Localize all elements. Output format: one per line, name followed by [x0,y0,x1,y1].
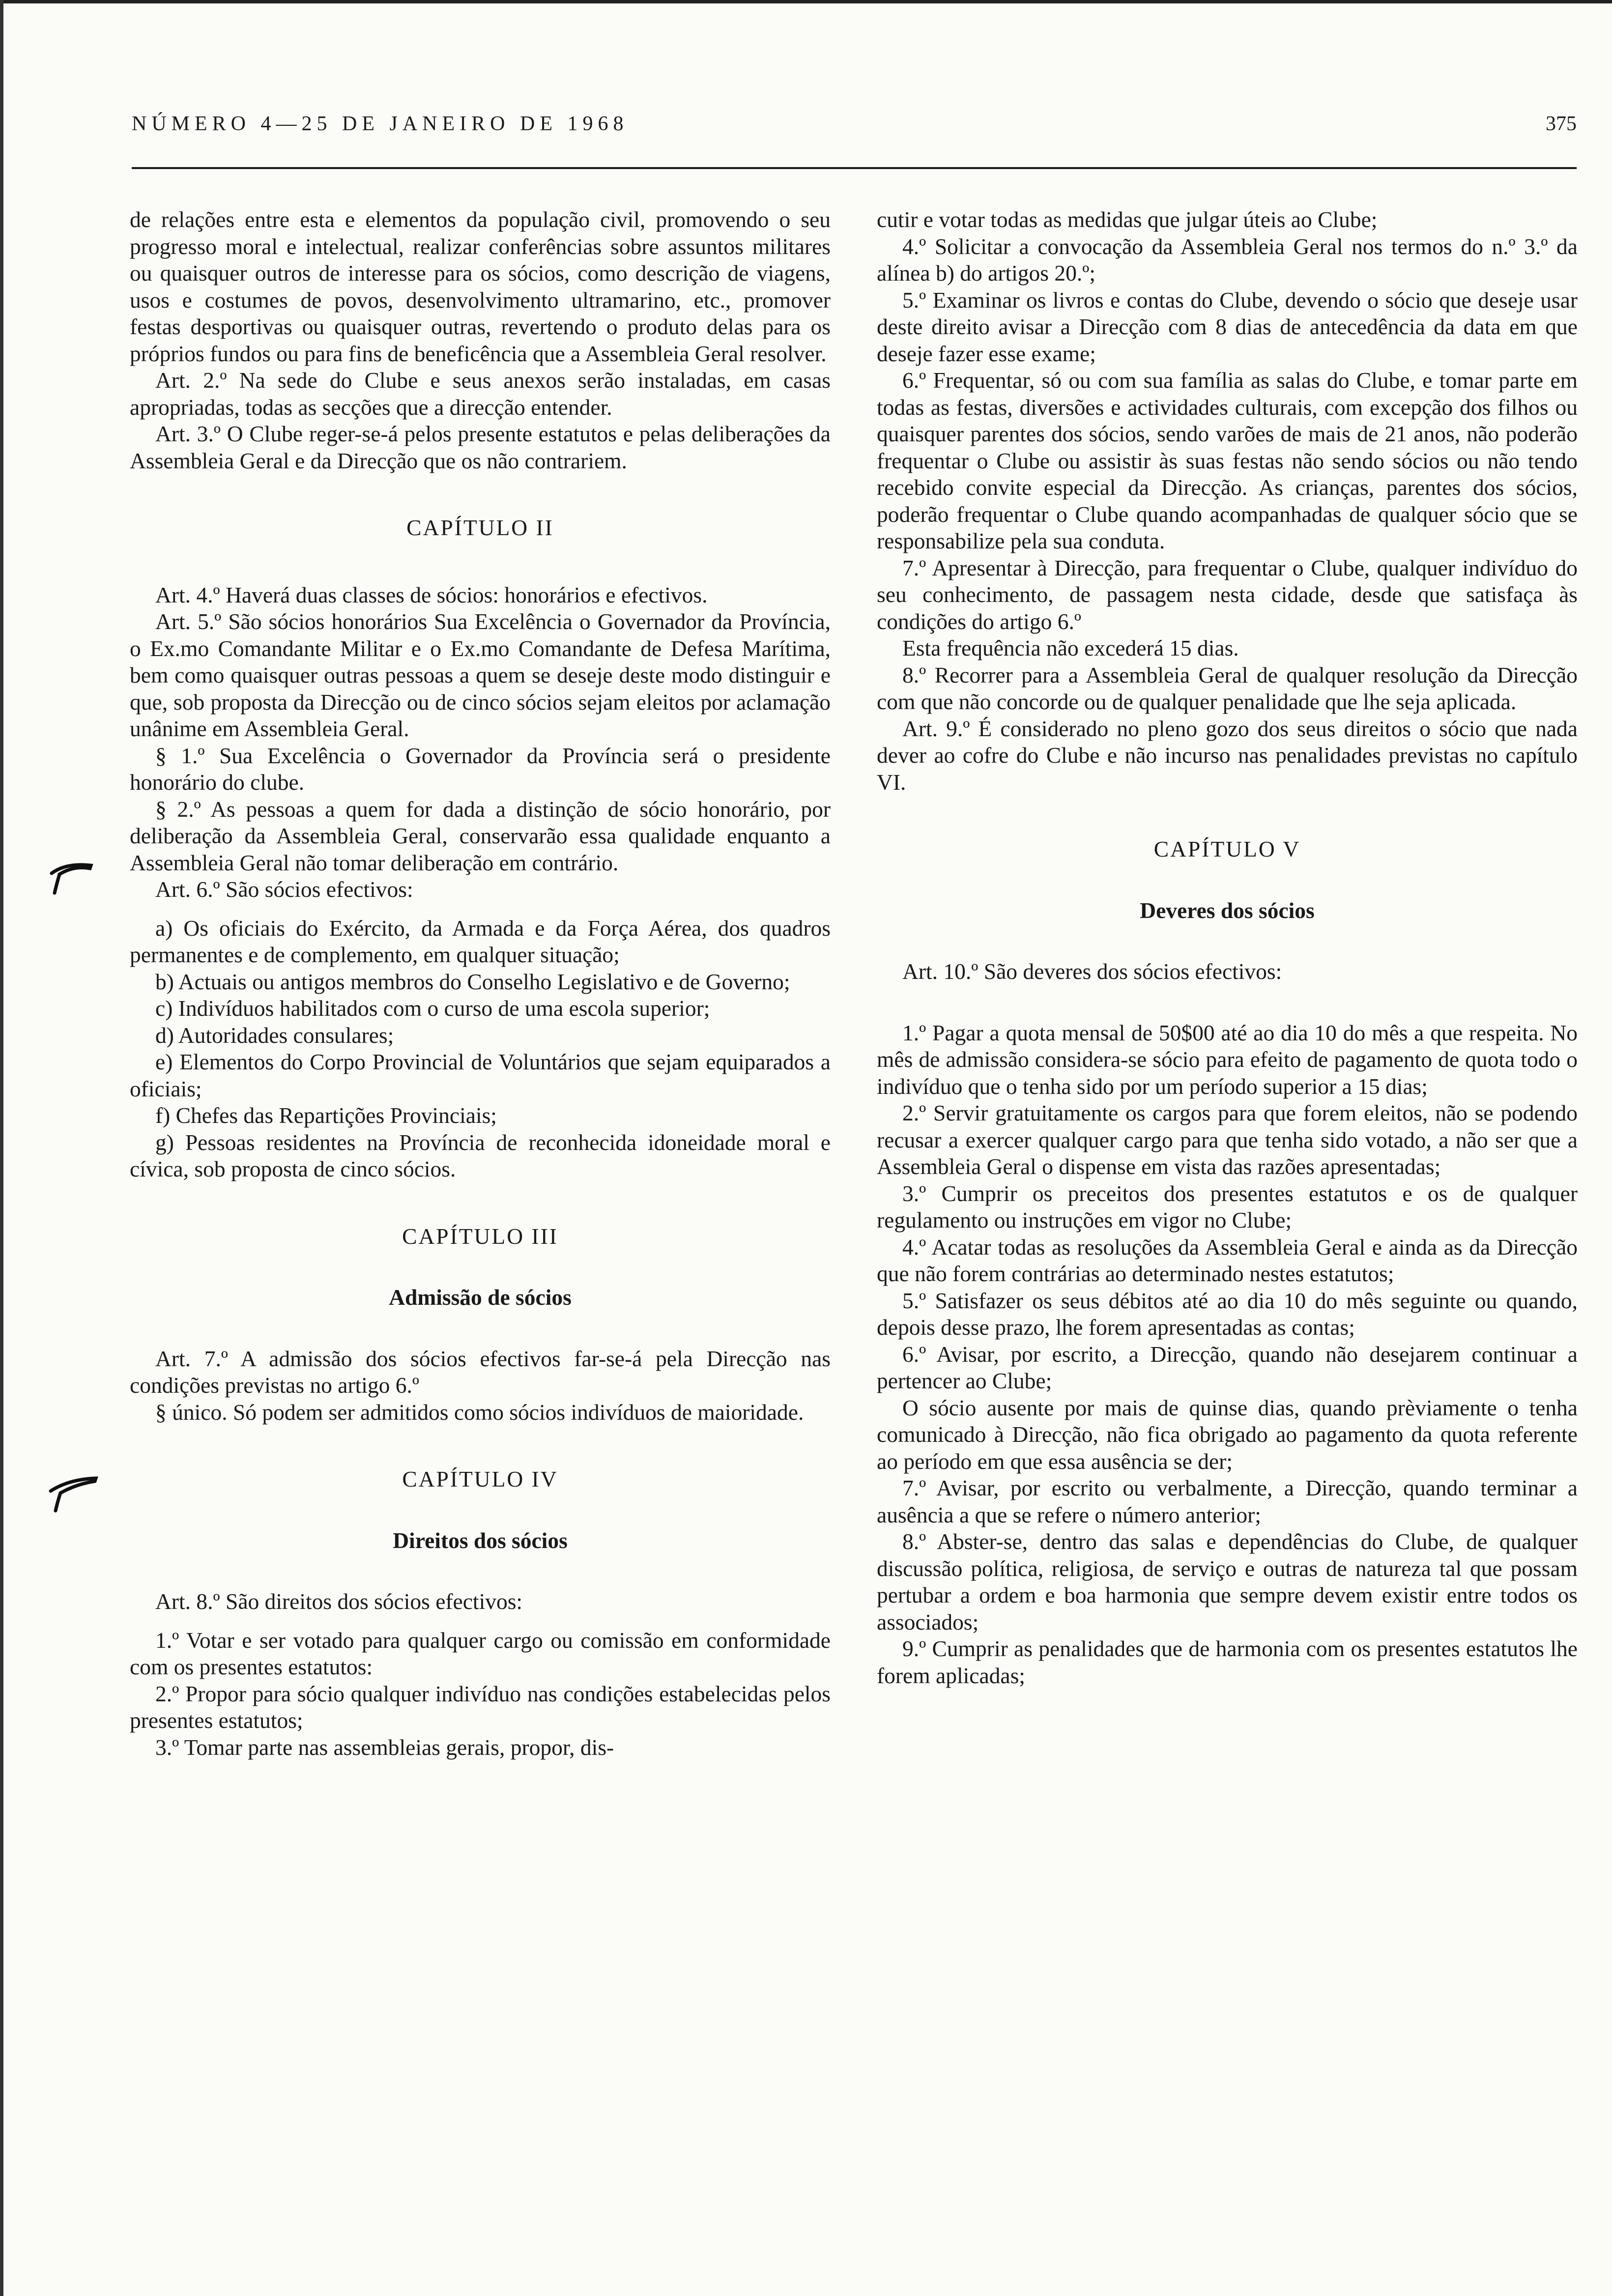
paragraph: cutir e votar todas as medidas que julgar úteis ao Clube; [877,207,1378,232]
scan-top-edge [0,0,1612,3]
chapter-heading: CAPÍTULO III [402,1223,558,1249]
chapter-heading: CAPÍTULO V [1153,836,1301,861]
paragraph: Art. 8.º São direitos dos sócios efectivos: [155,1589,523,1614]
list-item: 6.º Avisar, por escrito, a Direcção, quando não desejarem continuar a pertencer ao Clube; [877,1341,1578,1393]
header-title: NÚMERO 4—25 DE JANEIRO DE 1968 [132,113,629,135]
list-item: g) Pessoas residentes na Província de reconhecida idoneidade moral e cívica, sob proposta de cinco sócios. [130,1129,831,1181]
chapter-heading: CAPÍTULO II [406,515,554,540]
paragraph: Art. 3.º O Clube reger-se-á pelos presente estatutos e pelas deliberações da Assembleia Geral e da Direcção que os não contrariem. [130,421,831,473]
list-item: 7.º Avisar, por escrito ou verbalmente, a Direcção, quando terminar a ausência a que se refere o número anterior; [877,1475,1578,1527]
list-item: 1.º Pagar a quota mensal de 50$00 até ao dia 10 do mês a que respeita. No mês de admissão considera-se sócio para efeito de pagamento de quota todo o indivíduo que o tenha sido por um período superior a 15 dias; [877,1020,1578,1099]
list-item: 1.º Votar e ser votado para qualquer cargo ou comissão em conformidade com os presentes estatutos: [130,1627,831,1679]
section-subheading: Deveres dos sócios [1140,897,1315,923]
paragraph: Art. 10.º São deveres dos sócios efectivos: [902,959,1282,984]
margin-pencil-mark [47,1469,101,1514]
paragraph: Art. 7.º A admissão dos sócios efectivos far-se-á pela Direcção nas condições previstas no artigo 6.º [130,1346,831,1398]
list-item: 3.º Tomar parte nas assembleias gerais, propor, dis- [155,1734,614,1760]
paragraph: § único. Só podem ser admitidos como sócios indivíduos de maioridade. [155,1399,804,1425]
page-number: 375 [1546,113,1577,135]
paragraph: Art. 9.º É considerado no pleno gozo dos seus direitos o sócio que nada dever ao cofre do Clube e não incurso nas penalidades previstas no capítulo VI. [877,716,1578,795]
list-item: f) Chefes das Repartições Provinciais; [155,1103,497,1128]
section-subheading: Admissão de sócios [389,1285,572,1310]
page-header [132,112,1577,142]
list-item: 8.º Abster-se, dentro das salas e dependências do Clube, de qualquer discussão política, religiosa, de serviço e outras de natureza tal que possam pertubar a ordem e boa harmonia que sempre devem existir entre todos os associados; [877,1529,1578,1635]
list-item: 5.º Satisfazer os seus débitos até ao dia 10 do mês seguinte ou quando, depois desse prazo, lhe forem apresentadas as contas; [877,1288,1578,1340]
list-item: 2.º Propor para sócio qualquer indivíduo nas condições estabelecidas pelos presentes estatutos; [130,1681,831,1733]
list-item: 4.º Solicitar a convocação da Assembleia Geral nos termos do n.º 3.º da alínea b) do artigos 20.º; [877,233,1578,286]
paragraph: § 1.º Sua Excelência o Governador da Província será o presidente honorário do clube. [130,743,831,795]
paragraph: Art. 2.º Na sede do Clube e seus anexos serão instaladas, em casas apropriadas, todas as secções que a direcção entender. [130,368,831,420]
scan-left-edge [0,0,3,2296]
list-item: 9.º Cumprir as penalidades que de harmonia com os presentes estatutos lhe forem aplicadas; [877,1636,1578,1688]
list-item: 7.º Apresentar à Direcção, para frequentar o Clube, qualquer indivíduo do seu conhecimento, de passagem nesta cidade, desde que satisfaça às condições do artigo 6.º [877,555,1578,634]
list-item: 6.º Frequentar, só ou com sua família as salas do Clube, e tomar parte em todas as festas, diversões e actividades culturais, com excepção dos filhos ou quaisquer parentes dos sócios, sendo varões de mais de 21 anos, não poderão frequentar o Clube ou assistir às suas festas não sendo sócios ou não tendo recebido convite especial da Direcção. As crianças, parentes dos sócios, poderão frequentar o Clube quando acompanhadas de qualquer sócio que se responsabilize pela sua conduta. [877,368,1578,553]
paragraph: § 2.º As pessoas a quem for dada a distinção de sócio honorário, por deliberação da Assembleia Geral, conservarão essa qualidade enquanto a Assembleia Geral não tomar deliberação em contrário. [130,796,831,875]
list-item: 5.º Examinar os livros e contas do Clube, devendo o sócio que deseje usar deste direito avisar a Direcção com 8 dias de antecedência da data em que deseje fazer esse exame; [877,287,1578,366]
list-item: a) Os oficiais do Exército, da Armada e da Força Aérea, dos quadros permanentes e de complemento, em qualquer situação; [130,915,831,967]
list-item: 2.º Servir gratuitamente os cargos para que forem eleitos, não se podendo recusar a exercer qualquer cargo para que tenha sido votado, a não ser que a Assembleia Geral o dispense em vista das razões apresentadas; [877,1100,1578,1179]
right-column [877,206,1578,1689]
margin-pencil-mark [47,858,96,897]
list-item: d) Autoridades consulares; [155,1022,394,1048]
paragraph: Esta frequência não excederá 15 dias. [902,635,1239,660]
left-column [130,206,831,1761]
paragraph: O sócio ausente por mais de quinse dias, quando prèviamente o tenha comunicado à Direcção, não fica obrigado ao pagamento da quota referente ao período em que essa ausência se der; [877,1395,1578,1474]
list-item: 3.º Cumprir os preceitos dos presentes estatutos e os de qualquer regulamento ou instruções em vigor no Clube; [877,1180,1578,1233]
list-item: 8.º Recorrer para a Assembleia Geral de qualquer resolução da Direcção com que não concorde ou de qualquer penalidade que lhe seja aplicada. [877,662,1578,714]
list-item: 4.º Acatar todas as resoluções da Assembleia Geral e ainda as da Direcção que não forem contrárias ao determinado nestes estatutos; [877,1234,1578,1286]
paragraph: Art. 6.º São sócios efectivos: [155,877,413,902]
list-item: b) Actuais ou antigos membros do Conselho Legislativo e de Governo; [155,969,790,994]
header-rule [132,167,1577,169]
paragraph: Art. 4.º Haverá duas classes de sócios: honorários e efectivos. [155,582,708,607]
list-item: e) Elementos do Corpo Provincial de Voluntários que sejam equiparados a oficiais; [130,1049,831,1101]
list-item: c) Indivíduos habilitados com o curso de uma escola superior; [155,996,710,1021]
chapter-heading: CAPÍTULO IV [402,1466,558,1492]
paragraph: Art. 5.º São sócios honorários Sua Excelência o Governador da Província, o Ex.mo Comandante Militar e o Ex.mo Comandante de Defesa Marítima, bem como quaisquer outras pessoas a quem se deseje deste modo distinguir e que, sob proposta da Direcção ou de cinco sócios sejam eleitos por aclamação unânime em Assembleia Geral. [130,609,831,741]
paragraph: de relações entre esta e elementos da população civil, promovendo o seu progresso moral e intelectual, realizar conferências sobre assuntos militares ou quaisquer outros de interesse para os sócios, como descrição de viagens, usos e costumes de povos, desenvolvimento ultramarino, etc., promover festas desportivas ou quaisquer outras, revertendo o produto delas para os próprios fundos ou para fins de beneficência que a Assembleia Geral resolver. [130,207,831,366]
section-subheading: Direitos dos sócios [393,1527,568,1553]
